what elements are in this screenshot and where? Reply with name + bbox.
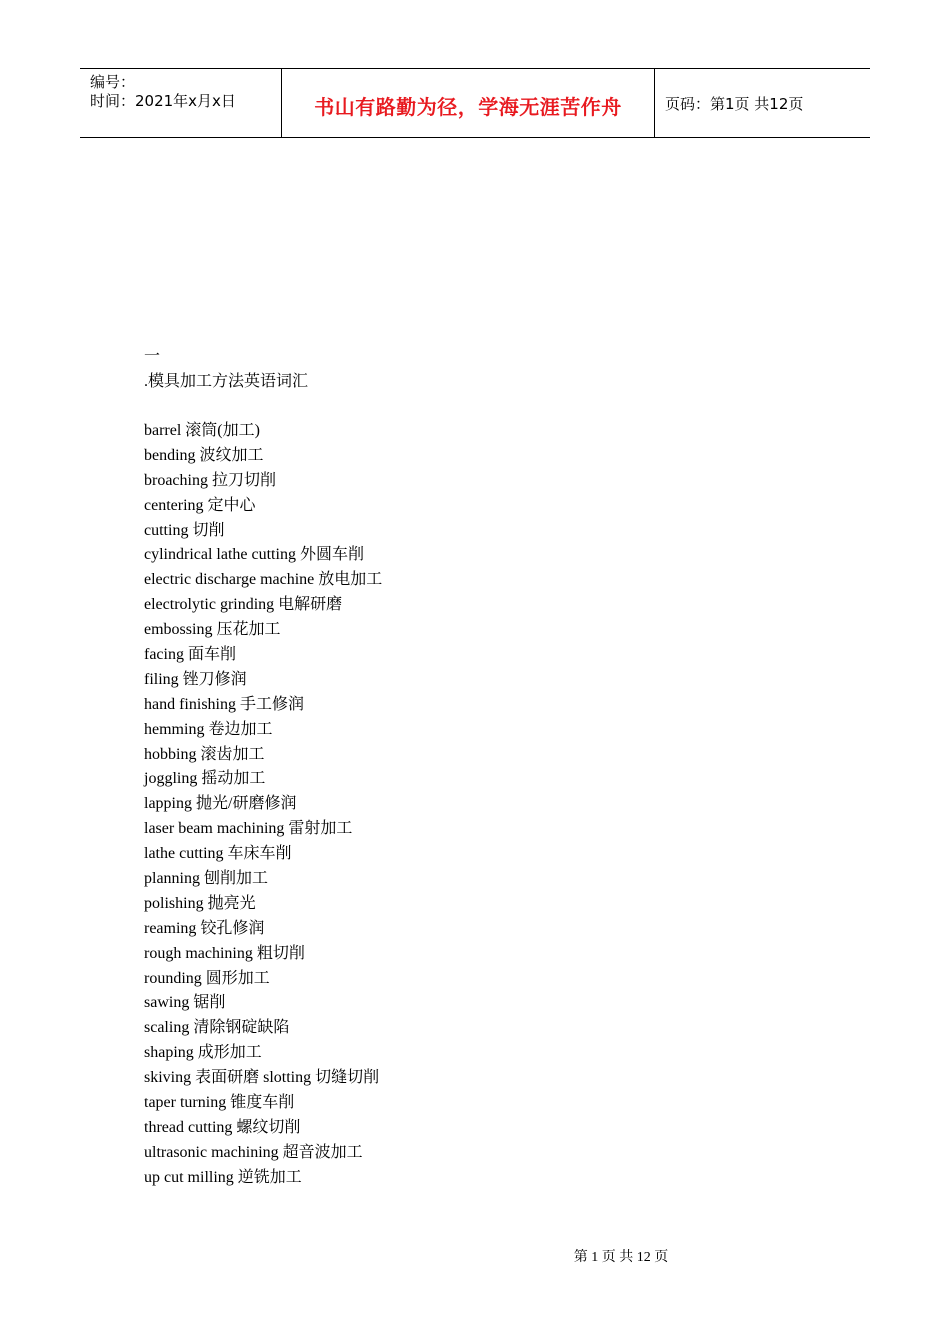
list-item: lathe cutting 车床车削 (144, 845, 292, 863)
list-item: facing 面车削 (144, 646, 236, 664)
list-item: embossing 压花加工 (144, 621, 281, 639)
document-number-label: 编号： (90, 73, 136, 91)
list-item: up cut milling 逆铣加工 (144, 1168, 302, 1186)
list-item: barrel 滚筒(加工) (144, 422, 260, 439)
vocabulary-list (144, 419, 382, 1191)
header-meta-cell (80, 69, 282, 137)
list-item: reaming 铰孔修润 (144, 919, 265, 937)
list-item: rounding 圆形加工 (144, 969, 270, 987)
list-item: bending 波纹加工 (144, 446, 264, 464)
blank-line (144, 395, 382, 419)
list-item: joggling 摇动加工 (144, 770, 266, 788)
list-item: sawing 锯削 (144, 994, 226, 1012)
section-title: .模具加工方法英语词汇 (144, 373, 309, 390)
document-body (144, 345, 382, 1191)
list-item: electric discharge machine 放电加工 (144, 571, 383, 589)
list-item: electrolytic grinding 电解研磨 (144, 596, 343, 614)
list-item: hobbing 滚齿加工 (144, 745, 265, 763)
list-item: polishing 抛亮光 (144, 894, 256, 912)
header-page-info: 页码：第1页 共12页 (665, 94, 804, 113)
list-item: laser beam machining 雷射加工 (144, 820, 353, 838)
list-item: skiving 表面研磨 slotting 切缝切削 (144, 1069, 380, 1087)
list-item: shaping 成形加工 (144, 1044, 262, 1062)
list-item: taper turning 锥度车削 (144, 1094, 295, 1112)
list-item: filing 锉刀修润 (144, 670, 247, 688)
list-item: cylindrical lathe cutting 外圆车削 (144, 546, 364, 564)
section-marker: 一 (144, 348, 161, 365)
list-item: scaling 清除钢碇缺陷 (144, 1019, 290, 1037)
header-motto: 书山有路勤为径，学海无涯苦作舟 (314, 94, 622, 119)
header-motto-cell (282, 69, 655, 137)
list-item: lapping 抛光/研磨修润 (144, 795, 297, 813)
list-item: centering 定中心 (144, 496, 256, 514)
list-item: hand finishing 手工修润 (144, 695, 304, 713)
page-footer (0, 1246, 950, 1266)
list-item: hemming 卷边加工 (144, 720, 273, 738)
list-item: broaching 拉刀切削 (144, 471, 276, 489)
footer-page-number: 第 1 页 共 12 页 (573, 1250, 669, 1265)
document-header (80, 68, 870, 138)
list-item: thread cutting 螺纹切削 (144, 1118, 301, 1136)
list-item: cutting 切削 (144, 521, 225, 539)
list-item: planning 刨削加工 (144, 870, 268, 888)
list-item: rough machining 粗切削 (144, 944, 305, 962)
list-item: ultrasonic machining 超音波加工 (144, 1143, 363, 1161)
document-time-label: 时间：2021年x月x日 (90, 92, 236, 110)
